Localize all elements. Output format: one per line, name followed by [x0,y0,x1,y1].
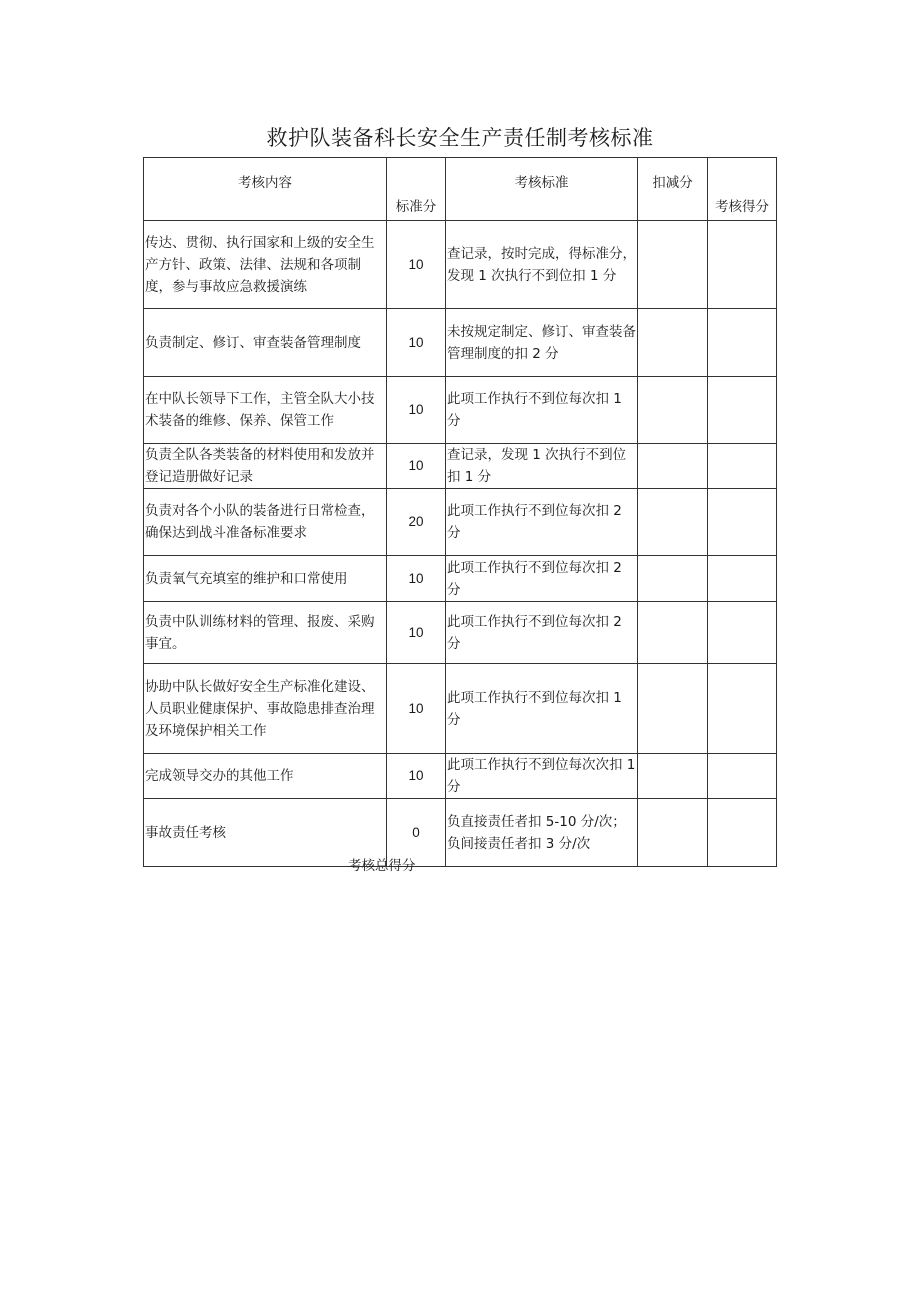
table-row [144,444,777,489]
row-standard: 此项工作执行不到位每次扣 1 分 [446,664,638,754]
header-standard: 考核标准 [446,158,638,221]
row-score: 10 [387,221,446,309]
row-standard: 此项工作执行不到位每次次扣 1 分 [446,754,638,799]
page-title: 救护队装备科长安全生产责任制考核标准 [266,126,654,150]
row-content: 事故责任考核 [144,799,387,867]
table-row [144,754,777,799]
row-obtained-cell [708,799,777,867]
header-row [144,158,777,221]
row-content: 完成领导交办的其他工作 [144,754,387,799]
row-deduction-cell [638,556,708,602]
row-obtained-cell [708,602,777,664]
row-standard: 此项工作执行不到位每次扣 2 分 [446,556,638,602]
table-row [144,309,777,377]
row-content: 负责全队各类装备的材料使用和发放并登记造册做好记录 [144,444,387,489]
row-obtained-cell [708,489,777,556]
row-deduction-cell [638,602,708,664]
row-score: 10 [387,556,446,602]
table-row [144,799,777,867]
row-obtained-cell [708,309,777,377]
table-row [144,221,777,309]
row-standard: 此项工作执行不到位每次扣 1 分 [446,377,638,444]
row-deduction-cell [638,489,708,556]
row-obtained-cell [708,754,777,799]
row-deduction-cell [638,444,708,489]
row-score: 10 [387,377,446,444]
row-score: 20 [387,489,446,556]
total-score-label: 考核总得分 [348,858,416,874]
row-deduction-cell [638,754,708,799]
row-score: 10 [387,444,446,489]
row-obtained-cell [708,444,777,489]
table-row [144,377,777,444]
header-score: 标准分 [387,158,446,221]
row-standard: 此项工作执行不到位每次扣 2 分 [446,489,638,556]
row-deduction-cell [638,799,708,867]
row-content: 在中队长领导下工作，主管全队大小技术装备的维修、保养、保管工作 [144,377,387,444]
row-deduction-cell [638,377,708,444]
row-content: 传达、贯彻、执行国家和上级的安全生产方针、政策、法律、法规和各项制度，参与事故应急救援演练 [144,221,387,309]
row-obtained-cell [708,377,777,444]
row-score: 10 [387,754,446,799]
assessment-table [143,157,777,867]
row-deduction-cell [638,221,708,309]
row-standard: 查记录，按时完成，得标准分，发现 1 次执行不到位扣 1 分 [446,221,638,309]
row-standard: 查记录，发现 1 次执行不到位扣 1 分 [446,444,638,489]
row-deduction-cell [638,309,708,377]
table-row [144,489,777,556]
row-score: 10 [387,309,446,377]
row-content: 负责中队训练材料的管理、报废、采购事宜。 [144,602,387,664]
header-deduction: 扣减分 [638,158,708,221]
table-row [144,602,777,664]
row-deduction-cell [638,664,708,754]
row-obtained-cell [708,556,777,602]
row-standard: 负直接责任者扣 5-10 分/次；负间接责任者扣 3 分/次 [446,799,638,867]
row-content: 负责对各个小队的装备进行日常检查，确保达到战斗准备标准要求 [144,489,387,556]
row-score: 10 [387,664,446,754]
row-obtained-cell [708,221,777,309]
header-content: 考核内容 [144,158,387,221]
row-obtained-cell [708,664,777,754]
row-standard: 此项工作执行不到位每次扣 2 分 [446,602,638,664]
row-content: 协助中队长做好安全生产标准化建设、人员职业健康保护、事故隐患排查治理及环境保护相关工作 [144,664,387,754]
row-content: 负责氧气充填室的维护和口常使用 [144,556,387,602]
header-obtained: 考核得分 [708,158,777,221]
row-standard: 未按规定制定、修订、审查装备管理制度的扣 2 分 [446,309,638,377]
row-content: 负责制定、修订、审查装备管理制度 [144,309,387,377]
table-row [144,556,777,602]
table-row [144,664,777,754]
row-score: 0 [387,799,446,867]
row-score: 10 [387,602,446,664]
